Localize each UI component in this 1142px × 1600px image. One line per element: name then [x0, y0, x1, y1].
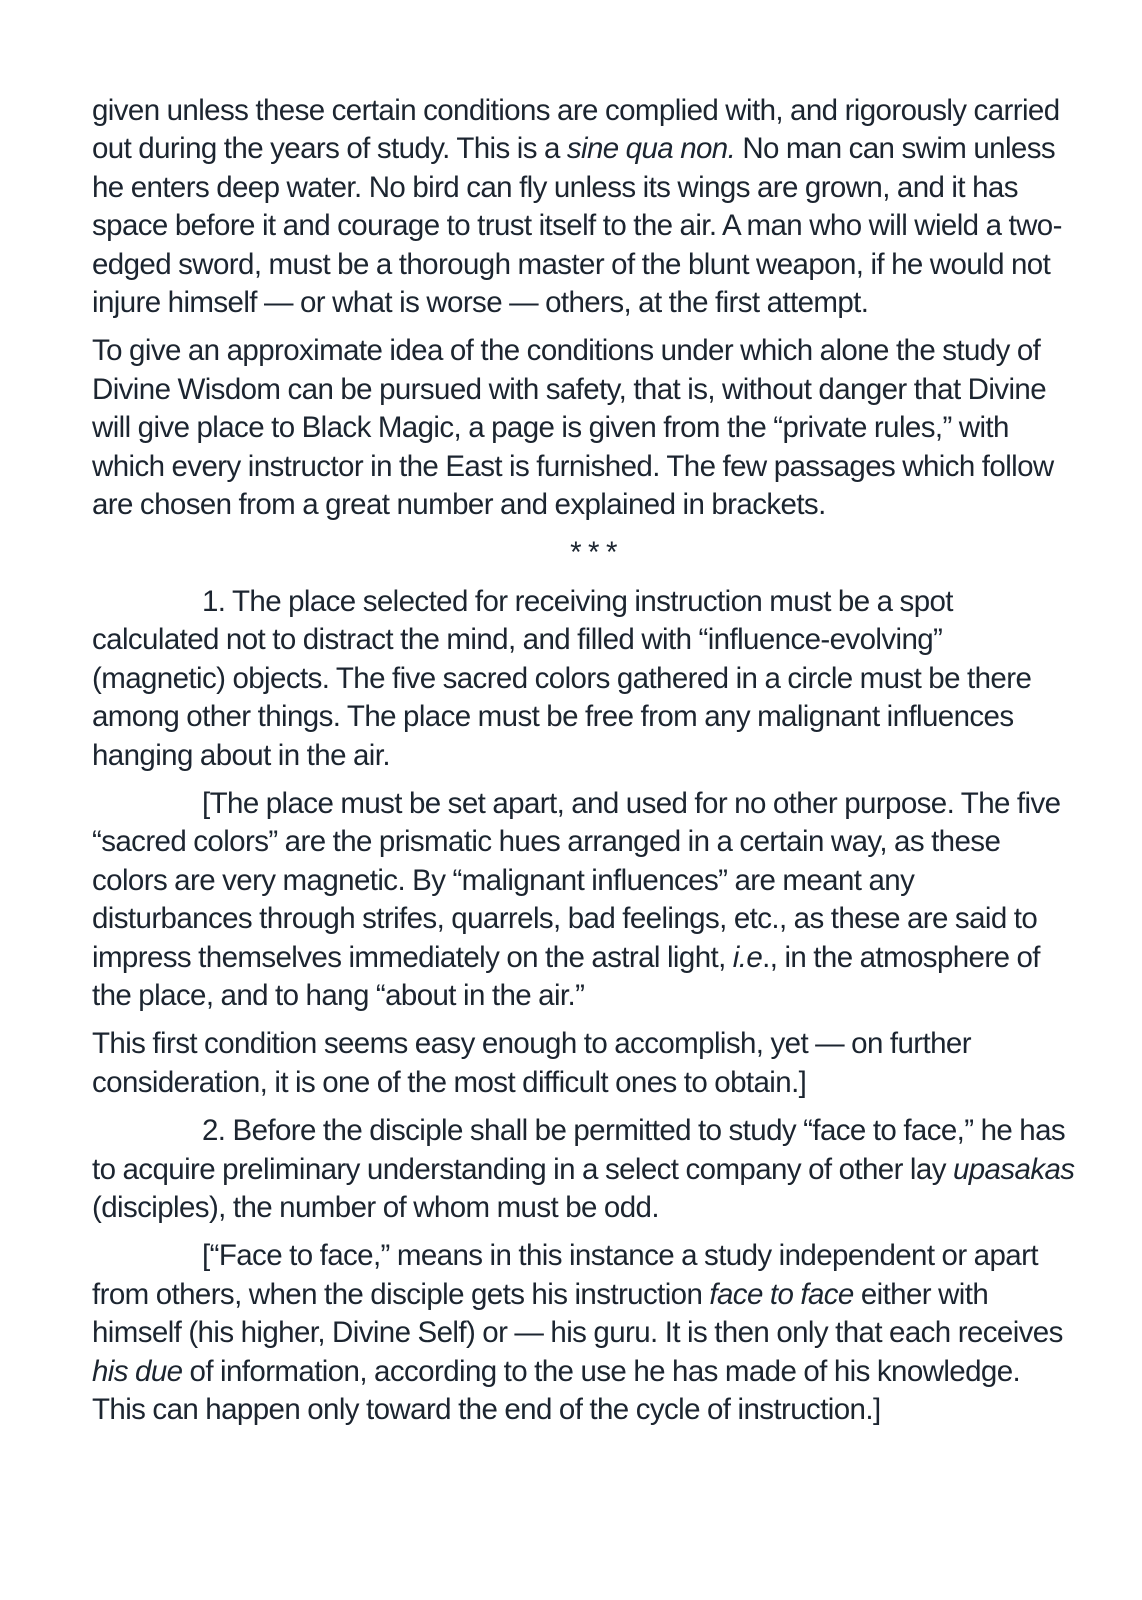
document-page: [92, 92, 1077, 1439]
text-run: * * *: [570, 536, 617, 570]
text-run: To give an approximate idea of the conditions under which alone the study of Divine Wisdom can be pursued with safety, that is, without danger that Divine will give place to Black Magic, a page is given from the “private rules,” with which every instructor in the East is furnished. The few passages which follow are chosen from a great number and explained in brackets.: [92, 334, 1054, 522]
text-run: [“Face to face,” means in this instance a study independent or apart from others, when the disciple gets his instruction: [92, 1239, 1038, 1311]
italic-text: face to face: [709, 1277, 854, 1311]
paragraph-p6: [92, 1112, 1077, 1227]
text-run: 1. The place selected for receiving instruction must be a spot calculated not to distract the mind, and filled with “influence-evolving” (magnetic) objects. The five sacred colors gathered in a circle must be there among other things. The place must be free from any malignant influences hanging about in the air.: [92, 584, 1032, 772]
paragraph-p1: [92, 92, 1077, 322]
text-run: ., in the atmosphere of the place, and to hang “about in the air.”: [92, 940, 1040, 1012]
paragraph-p2: [92, 332, 1077, 524]
text-run: No man can swim unless he enters deep water. No bird can fly unless its wings are grown, and it has space before it and courage to trust itself to the air. A man who will wield a two-edged sword, must be a thorough master of the blunt weapon, if he would not injure himself — or what is worse — others, at the first attempt.: [92, 132, 1062, 320]
text-run: 2. Before the disciple shall be permitted to study “face to face,” he has to acquire preliminary understanding in a select company of other lay: [92, 1114, 1066, 1186]
text-run: either with himself (his higher, Divine Self) or — his guru. It is then only that each receives: [92, 1277, 1063, 1350]
italic-text: his due: [92, 1354, 183, 1388]
italic-text: i.e: [732, 940, 763, 974]
italic-text: upasakas: [952, 1152, 1075, 1186]
text-run: This first condition seems easy enough to accomplish, yet — on further consideration, it is one of the most difficult ones to obtain.]: [92, 1027, 971, 1099]
italic-text: sine qua non.: [566, 132, 736, 166]
text-run: of information, according to the use he has made of his knowledge. This can happen only toward the end of the cycle of instruction.]: [92, 1354, 1021, 1426]
text-run: [The place must be set apart, and used for no other purpose. The five “sacred colors” are the prismatic hues arranged in a certain way, as these colors are very magnetic. By “malignant influences” are meant any disturbances through strifes, quarrels, bad feelings, etc., as these are said to impress themselves immediately on the astral light,: [92, 786, 1061, 974]
section-separator: [92, 534, 1077, 572]
paragraph-p7: [92, 1237, 1077, 1429]
text-run: given unless these certain conditions are complied with, and rigorously carried out during the years of study. This is a: [92, 94, 1060, 166]
paragraph-p4: [92, 785, 1077, 1015]
text-run: (disciples), the number of whom must be odd.: [92, 1190, 659, 1224]
paragraph-p5: [92, 1025, 1077, 1102]
paragraph-p3: [92, 583, 1077, 775]
